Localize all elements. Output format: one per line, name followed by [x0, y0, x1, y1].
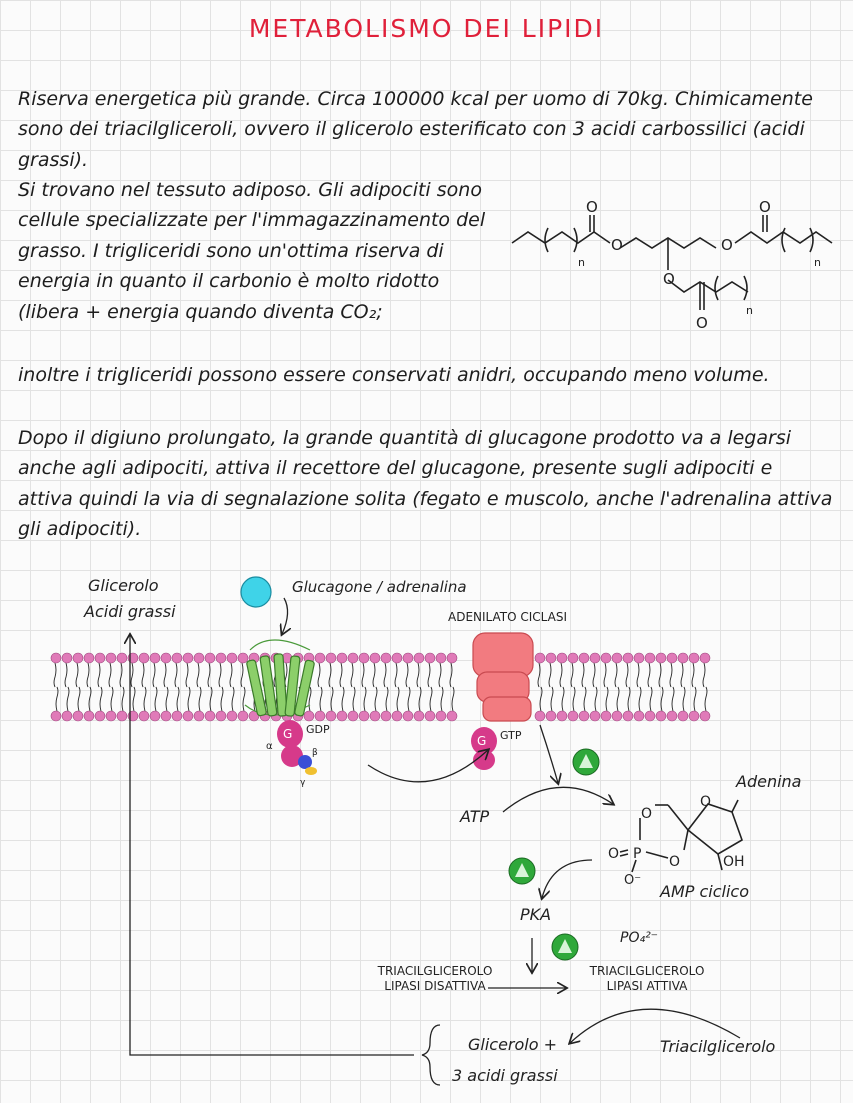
- phospholipid-tail: [177, 687, 179, 711]
- phospholipid-head: [326, 711, 336, 721]
- phospholipid-tail: [375, 687, 377, 711]
- label-pka: PKA: [520, 905, 552, 924]
- phospholipid-tail: [342, 687, 344, 711]
- phospholipid-tail: [133, 687, 135, 711]
- phospholipid-tail: [144, 687, 146, 711]
- phospholipid-head: [414, 711, 424, 721]
- ester-o-left: O: [611, 236, 623, 254]
- phospholipid-tail: [56, 687, 58, 711]
- phospholipid-head: [73, 711, 83, 721]
- label-beta: β: [312, 748, 318, 758]
- phospholipid-head: [95, 653, 105, 663]
- phospholipid-tail: [243, 687, 245, 711]
- phospholipid-tail: [131, 663, 133, 687]
- phospholipid-head: [139, 653, 149, 663]
- phospholipid-head: [183, 653, 193, 663]
- phospholipid-tail: [672, 687, 674, 711]
- phospholipid-tail: [309, 687, 311, 711]
- phospholipid-tail: [166, 687, 168, 711]
- carbonyl-o-mid: O: [696, 314, 708, 332]
- phospholipid-tail: [384, 663, 386, 687]
- phospholipid-head: [194, 711, 204, 721]
- paragraph-fasting: Dopo il digiuno prolungato, la grande quantità di glucagone prodotto va a legarsi anche agli adipociti, attiva il recettore del glucagone, presente sugli adipociti e attiva quindi la via di segnalazione solita (fegato e muscolo, anche l'adrenalina attiva gli adipociti).: [18, 427, 833, 541]
- phospholipid-tail: [573, 687, 575, 711]
- phospholipid-head: [568, 711, 578, 721]
- phospholipid-head: [436, 653, 446, 663]
- phospholipid-tail: [692, 663, 694, 687]
- phospholipid-tail: [362, 663, 364, 687]
- phospholipid-tail: [109, 663, 111, 687]
- phospholipid-tail: [155, 687, 157, 711]
- phospholipid-head: [535, 653, 545, 663]
- phospholipid-tail: [210, 687, 212, 711]
- phospholipid-tail: [164, 663, 166, 687]
- phospholipid-tail: [219, 663, 221, 687]
- phospholipid-head: [634, 653, 644, 663]
- glucagon-molecule: [241, 577, 271, 607]
- phospholipid-tail: [560, 663, 562, 687]
- phospholipid-tail: [397, 687, 399, 711]
- phospholipid-tail: [320, 687, 322, 711]
- phospholipid-tail: [199, 687, 201, 711]
- phospholipid-tail: [604, 663, 606, 687]
- phospholipid-head: [95, 711, 105, 721]
- phospholipid-head: [73, 653, 83, 663]
- phospholipid-tail: [373, 663, 375, 687]
- phospholipid-head: [84, 653, 94, 663]
- phospholipid-head: [678, 711, 688, 721]
- phospholipid-head: [546, 711, 556, 721]
- phospholipid-tail: [419, 687, 421, 711]
- phospholipid-head: [183, 711, 193, 721]
- phospholipid-head: [601, 653, 611, 663]
- phospholipid-head: [535, 711, 545, 721]
- phospholipid-tail: [593, 663, 595, 687]
- phospholipid-tail: [340, 663, 342, 687]
- phospholipid-head: [139, 711, 149, 721]
- phospholipid-head: [392, 653, 402, 663]
- phospholipid-head: [216, 653, 226, 663]
- phospholipid-tail: [208, 663, 210, 687]
- phospholipid-tail: [65, 663, 67, 687]
- camp-o-minus: O⁻: [624, 873, 642, 888]
- phospholipid-head: [150, 711, 160, 721]
- ester-o-right: O: [721, 236, 733, 254]
- label-glucagone: Glucagone / adrenalina: [292, 578, 467, 596]
- phospholipid-head: [84, 711, 94, 721]
- phospholipid-tail: [661, 687, 663, 711]
- phospholipid-head: [403, 653, 413, 663]
- label-acidi-grassi: Acidi grassi: [84, 602, 176, 621]
- label-amp-ciclico: AMP ciclico: [660, 882, 749, 901]
- phospholipid-head: [348, 711, 358, 721]
- label-gdp: GDP: [306, 723, 330, 736]
- phospholipid-tail: [681, 663, 683, 687]
- activator-icons: [509, 749, 599, 960]
- label-gtp: GTP: [500, 729, 522, 742]
- phospholipid-tail: [353, 687, 355, 711]
- phospholipid-head: [656, 653, 666, 663]
- label-adenilato-ciclasi: ADENILATO CICLASI: [448, 610, 567, 624]
- phospholipid-head: [667, 653, 677, 663]
- phospholipid-tail: [395, 663, 397, 687]
- phospholipid-tail: [549, 663, 551, 687]
- label-alpha: α: [266, 741, 273, 752]
- phospholipid-tail: [186, 663, 188, 687]
- camp-ring-o: O: [700, 794, 712, 810]
- phospholipid-head: [106, 711, 116, 721]
- phospholipid-tail: [351, 663, 353, 687]
- phospholipid-head: [634, 711, 644, 721]
- phospholipid-head: [425, 653, 435, 663]
- phospholipid-tail: [100, 687, 102, 711]
- label-adenina: Adenina: [736, 772, 802, 791]
- phospholipid-head: [568, 653, 578, 663]
- phospholipid-tail: [153, 663, 155, 687]
- phospholipid-head: [315, 653, 325, 663]
- paragraph-anhydrous: inoltre i trigliceridi possono essere conservati anidri, occupando meno volume.: [18, 364, 770, 386]
- phospholipid-head: [425, 711, 435, 721]
- carbonyl-o-right: O: [759, 198, 771, 216]
- phospholipid-tail: [221, 687, 223, 711]
- phospholipid-head: [205, 653, 215, 663]
- phospholipid-head: [612, 653, 622, 663]
- phospholipid-head: [337, 653, 347, 663]
- phospholipid-head: [150, 653, 160, 663]
- phospholipid-tail: [428, 663, 430, 687]
- phospholipid-tail: [650, 687, 652, 711]
- phospholipid-head: [645, 653, 655, 663]
- phospholipid-head: [667, 711, 677, 721]
- membrane-tails: [54, 663, 707, 711]
- phospholipid-tail: [628, 687, 630, 711]
- phospholipid-head: [579, 711, 589, 721]
- phospholipid-head: [348, 653, 358, 663]
- phospholipid-head: [172, 653, 182, 663]
- phospholipid-head: [645, 711, 655, 721]
- phospholipid-tail: [175, 663, 177, 687]
- phospholipid-head: [326, 653, 336, 663]
- phospholipid-head: [689, 711, 699, 721]
- n-right: n: [814, 256, 821, 269]
- carbonyl-o-left: O: [586, 198, 598, 216]
- phospholipid-tail: [441, 687, 443, 711]
- phospholipid-head: [557, 653, 567, 663]
- phospholipid-tail: [197, 663, 199, 687]
- phospholipid-tail: [540, 687, 542, 711]
- label-glicerolo: Glicerolo: [88, 576, 159, 595]
- phospholipid-head: [172, 711, 182, 721]
- phospholipid-head: [370, 711, 380, 721]
- phospholipid-head: [579, 653, 589, 663]
- label-atp: ATP: [460, 807, 490, 826]
- phospholipid-tail: [232, 687, 234, 711]
- phospholipid-tail: [89, 687, 91, 711]
- camp-oh: OH: [723, 854, 745, 870]
- phospholipid-head: [227, 711, 237, 721]
- phospholipid-tail: [318, 663, 320, 687]
- phospholipid-tail: [705, 687, 707, 711]
- phospholipid-head: [227, 653, 237, 663]
- phospholipid-head: [106, 653, 116, 663]
- phospholipid-tail: [122, 687, 124, 711]
- phospholipid-tail: [87, 663, 89, 687]
- phospholipid-tail: [406, 663, 408, 687]
- glucagon-receptor: [245, 640, 315, 716]
- phospholipid-tail: [637, 663, 639, 687]
- phospholipid-tail: [571, 663, 573, 687]
- phospholipid-head: [447, 711, 457, 721]
- label-3-acidi-grassi: 3 acidi grassi: [452, 1066, 558, 1085]
- phospholipid-tail: [450, 663, 452, 687]
- phospholipid-head: [601, 711, 611, 721]
- phospholipid-tail: [626, 663, 628, 687]
- phospholipid-tail: [582, 663, 584, 687]
- phospholipid-head: [689, 653, 699, 663]
- phospholipid-tail: [417, 663, 419, 687]
- phospholipid-bilayer: [51, 653, 710, 721]
- phospholipid-tail: [551, 687, 553, 711]
- phospholipid-head: [557, 711, 567, 721]
- phospholipid-tail: [452, 687, 454, 711]
- phospholipid-head: [161, 711, 171, 721]
- label-lipasi-disattiva: TRIACILGLICEROLO LIPASI DISATTIVA: [377, 964, 493, 993]
- phospholipid-head: [612, 711, 622, 721]
- phospholipid-tail: [111, 687, 113, 711]
- phospholipid-head: [436, 711, 446, 721]
- phospholipid-head: [51, 711, 61, 721]
- phospholipid-tail: [430, 687, 432, 711]
- phospholipid-head: [194, 653, 204, 663]
- phospholipid-head: [590, 711, 600, 721]
- phospholipid-tail: [331, 687, 333, 711]
- phospholipid-tail: [694, 687, 696, 711]
- phospholipid-tail: [538, 663, 540, 687]
- phospholipid-head: [238, 653, 248, 663]
- phospholipid-tail: [439, 663, 441, 687]
- phospholipid-tail: [639, 687, 641, 711]
- phospholipid-tail: [606, 687, 608, 711]
- phospholipid-head: [62, 711, 72, 721]
- label-triacilglicerolo: Triacilglicerolo: [660, 1037, 776, 1056]
- phospholipid-head: [238, 711, 248, 721]
- phospholipid-tail: [54, 663, 56, 687]
- phospholipid-tail: [329, 663, 331, 687]
- ester-o-mid: O: [663, 270, 675, 288]
- phospholipid-head: [359, 711, 369, 721]
- camp-p: P: [633, 846, 642, 862]
- n-left: n: [578, 256, 585, 269]
- camp-o-bottom: O: [669, 854, 681, 870]
- phospholipid-tail: [617, 687, 619, 711]
- phospholipid-head: [51, 653, 61, 663]
- g-label-gdp: G: [283, 727, 293, 741]
- phospholipid-tail: [659, 663, 661, 687]
- phospholipid-tail: [683, 687, 685, 711]
- phospholipid-head: [656, 711, 666, 721]
- phospholipid-head: [623, 711, 633, 721]
- phospholipid-head: [161, 653, 171, 663]
- g-label-gtp: G: [477, 734, 487, 748]
- phospholipid-tail: [230, 663, 232, 687]
- phospholipid-head: [337, 711, 347, 721]
- phospholipid-tail: [386, 687, 388, 711]
- phospholipid-tail: [595, 687, 597, 711]
- phospholipid-head: [117, 653, 127, 663]
- phospholipid-head: [414, 653, 424, 663]
- phospholipid-head: [392, 711, 402, 721]
- phospholipid-tail: [241, 663, 243, 687]
- phospholipid-tail: [408, 687, 410, 711]
- phospholipid-head: [678, 653, 688, 663]
- phospholipid-head: [315, 711, 325, 721]
- camp-o-double: O: [608, 846, 620, 862]
- phospholipid-head: [447, 653, 457, 663]
- phospholipid-tail: [188, 687, 190, 711]
- phospholipid-head: [590, 653, 600, 663]
- phospholipid-head: [205, 711, 215, 721]
- phospholipid-head: [370, 653, 380, 663]
- phospholipid-tail: [98, 663, 100, 687]
- label-po4: PO₄²⁻: [620, 930, 659, 946]
- phospholipid-head: [117, 711, 127, 721]
- camp-o-top: O: [641, 806, 653, 822]
- adenylate-cyclase: [473, 633, 533, 721]
- phospholipid-head: [381, 653, 391, 663]
- phospholipid-head: [359, 653, 369, 663]
- phospholipid-head: [381, 711, 391, 721]
- phospholipid-tail: [562, 687, 564, 711]
- paragraph-intro: Riserva energetica più grande. Circa 100000 kcal per uomo di 70kg. Chimicamente sono dei triacilgliceroli, ovvero il glicerolo esterificato con 3 acidi carbossilici (acidi grassi).: [18, 88, 813, 171]
- phospholipid-head: [700, 653, 710, 663]
- phospholipid-tail: [670, 663, 672, 687]
- phospholipid-head: [216, 711, 226, 721]
- phospholipid-tail: [76, 663, 78, 687]
- n-mid: n: [746, 304, 753, 317]
- label-glicerolo-plus: Glicerolo +: [468, 1035, 558, 1054]
- phospholipid-tail: [648, 663, 650, 687]
- phospholipid-tail: [120, 663, 122, 687]
- paragraph-adipose: Si trovano nel tessuto adiposo. Gli adipociti sono cellule specializzate per l'immagazzinamento del grasso. I trigliceridi sono un'ottima riserva di energia in quanto il carbonio è molto ridotto (libera + energia quando diventa CO₂;: [18, 179, 486, 323]
- label-gamma: γ: [300, 778, 306, 788]
- phospholipid-tail: [142, 663, 144, 687]
- phospholipid-tail: [615, 663, 617, 687]
- phospholipid-head: [700, 711, 710, 721]
- phospholipid-tail: [364, 687, 366, 711]
- phospholipid-tail: [67, 687, 69, 711]
- phospholipid-head: [62, 653, 72, 663]
- phospholipid-head: [546, 653, 556, 663]
- phospholipid-head: [623, 653, 633, 663]
- page-title: METABOLISMO DEI LIPIDI: [248, 14, 605, 43]
- phospholipid-tail: [703, 663, 705, 687]
- phospholipid-tail: [78, 687, 80, 711]
- phospholipid-head: [403, 711, 413, 721]
- label-lipasi-attiva: TRIACILGLICEROLO LIPASI ATTIVA: [589, 964, 705, 993]
- phospholipid-tail: [584, 687, 586, 711]
- phospholipid-head: [304, 711, 314, 721]
